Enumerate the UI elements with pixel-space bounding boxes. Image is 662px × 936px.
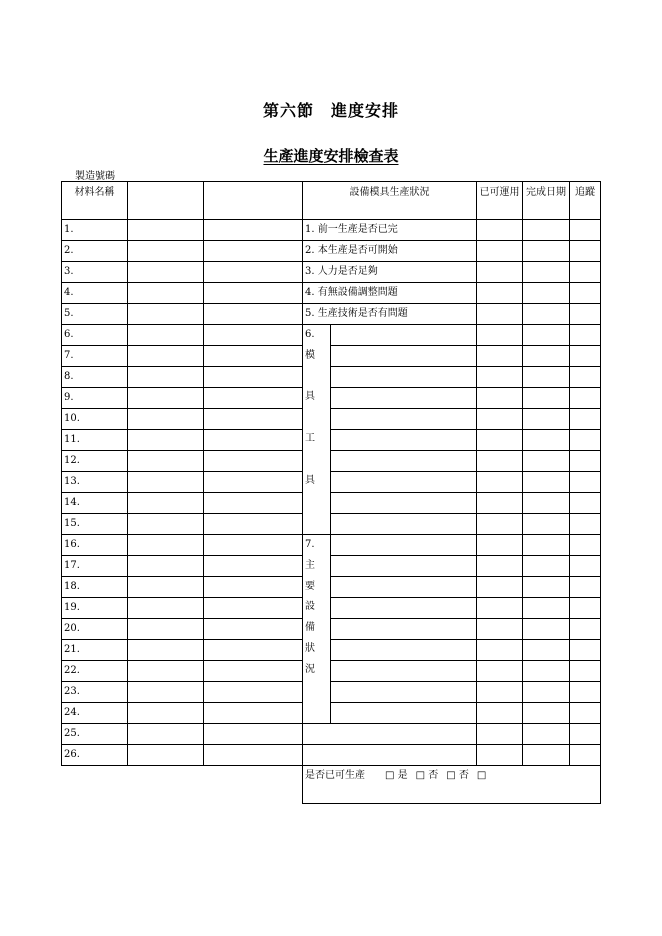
main-equipment-label [303,535,331,724]
material-cell[interactable] [128,577,204,598]
material-cell[interactable] [128,640,204,661]
material-cell[interactable] [204,640,303,661]
done-date-cell[interactable] [523,220,570,241]
vertical-label-char: 況 [305,663,315,675]
tracking-cell[interactable] [570,598,601,619]
equipment-cell[interactable] [331,451,477,472]
equipment-cell[interactable] [331,598,477,619]
material-cell[interactable] [128,619,204,640]
done-date-cell[interactable] [523,682,570,703]
table-row [62,682,601,703]
row-number: 8. [62,367,128,388]
available-cell[interactable] [477,556,523,577]
material-cell[interactable] [128,535,204,556]
table-row [62,598,601,619]
material-cell[interactable] [204,409,303,430]
available-cell[interactable] [477,367,523,388]
material-cell[interactable] [204,283,303,304]
available-cell[interactable] [477,577,523,598]
table-row [62,346,601,367]
check-item: 4. 有無設備調整問題 [303,283,477,304]
tracking-cell[interactable] [570,262,601,283]
available-cell[interactable] [477,220,523,241]
tracking-cell[interactable] [570,283,601,304]
form-title: 生產進度安排檢查表 [263,147,399,165]
done-date-cell[interactable] [523,493,570,514]
row-number: 7. [62,346,128,367]
equipment-cell[interactable] [331,661,477,682]
material-cell[interactable] [128,304,204,325]
equipment-cell[interactable] [331,430,477,451]
material-name-header: 材料名稱 [62,182,128,220]
available-cell[interactable] [477,304,523,325]
tracking-cell[interactable] [570,346,601,367]
mold-tool-label [303,325,331,535]
table-row [62,409,601,430]
material-cell[interactable] [128,703,204,724]
material-cell[interactable] [204,514,303,535]
done-date-cell[interactable] [523,619,570,640]
blank-header [128,182,204,220]
material-cell[interactable] [128,346,204,367]
tracking-cell[interactable] [570,514,601,535]
vertical-label-char: 具 [305,474,315,486]
material-cell[interactable] [128,409,204,430]
tracking-cell[interactable] [570,619,601,640]
equipment-cell[interactable] [331,577,477,598]
row-number: 24. [62,703,128,724]
available-cell[interactable] [477,451,523,472]
header-row [62,182,601,220]
vertical-label-char: 主 [305,559,315,571]
material-cell[interactable] [128,472,204,493]
available-header: 已可運用 [477,182,523,220]
check-item: 2. 本生產是否可開始 [303,241,477,262]
material-cell[interactable] [204,535,303,556]
available-cell[interactable] [477,598,523,619]
row-number: 19. [62,598,128,619]
tracking-cell[interactable] [570,640,601,661]
available-cell[interactable] [477,430,523,451]
done-date-cell[interactable] [523,556,570,577]
row-number: 10. [62,409,128,430]
table-row [62,262,601,283]
done-date-cell[interactable] [523,577,570,598]
material-cell[interactable] [204,262,303,283]
vertical-label-char: 狀 [305,642,315,654]
tracking-cell[interactable] [570,724,601,745]
equipment-cell[interactable] [331,640,477,661]
row-number: 4. [62,283,128,304]
table-row [62,472,601,493]
done-date-cell[interactable] [523,304,570,325]
material-cell[interactable] [128,220,204,241]
equipment-cell[interactable] [303,745,477,766]
tracking-cell[interactable] [570,430,601,451]
material-cell[interactable] [204,325,303,346]
table-row [62,661,601,682]
tracking-cell[interactable] [570,451,601,472]
available-cell[interactable] [477,703,523,724]
available-cell[interactable] [477,682,523,703]
done-date-cell[interactable] [523,241,570,262]
row-number: 15. [62,514,128,535]
material-cell[interactable] [204,241,303,262]
equipment-cell[interactable] [331,325,477,346]
material-cell[interactable] [204,703,303,724]
material-cell[interactable] [204,724,303,745]
available-cell[interactable] [477,619,523,640]
table-row [62,283,601,304]
material-cell[interactable] [128,262,204,283]
table-row [62,577,601,598]
equipment-cell[interactable] [331,346,477,367]
tracking-cell[interactable] [570,220,601,241]
production-ready-cell [303,766,601,804]
row-number: 5. [62,304,128,325]
material-cell[interactable] [204,745,303,766]
table-row [62,703,601,724]
available-cell[interactable] [477,640,523,661]
table-row [62,556,601,577]
table-row [62,493,601,514]
tracking-cell[interactable] [570,241,601,262]
material-cell[interactable] [128,745,204,766]
equipment-cell[interactable] [331,556,477,577]
tracking-cell[interactable] [570,493,601,514]
row-number: 6. [62,325,128,346]
material-cell[interactable] [128,325,204,346]
material-cell[interactable] [128,493,204,514]
tracking-cell[interactable] [570,535,601,556]
equipment-cell[interactable] [331,472,477,493]
no-checkbox[interactable]: □ 否 [415,770,439,781]
equipment-cell[interactable] [331,514,477,535]
row-number: 18. [62,577,128,598]
equipment-cell[interactable] [331,388,477,409]
done-date-cell[interactable] [523,262,570,283]
table-row [62,535,601,556]
material-cell[interactable] [204,682,303,703]
tracking-cell[interactable] [570,472,601,493]
empty-space [62,766,303,804]
table-row [62,325,601,346]
available-cell[interactable] [477,745,523,766]
vertical-label-char: 設 [305,601,315,613]
equipment-cell[interactable] [331,703,477,724]
equipment-status-header: 設備模具生產狀況 [303,182,477,220]
row-number: 23. [62,682,128,703]
row-number: 20. [62,619,128,640]
table-row [62,367,601,388]
schedule-check-table [61,181,601,804]
table-row [62,514,601,535]
table-row [62,745,601,766]
material-cell[interactable] [204,220,303,241]
material-cell[interactable] [128,556,204,577]
available-cell[interactable] [477,472,523,493]
material-cell[interactable] [128,430,204,451]
row-number: 14. [62,493,128,514]
done-date-cell[interactable] [523,346,570,367]
row-number: 26. [62,745,128,766]
table-row [62,220,601,241]
tracking-cell[interactable] [570,409,601,430]
production-ready-row [62,766,601,804]
available-cell[interactable] [477,661,523,682]
done-date-cell[interactable] [523,283,570,304]
manufacturing-number-label: 製造號碼 [75,171,115,182]
material-cell[interactable] [128,682,204,703]
equipment-cell[interactable] [331,619,477,640]
yes-checkbox[interactable]: □ 是 [385,770,408,781]
vertical-label-char: 工 [305,432,315,444]
done-date-cell[interactable] [523,598,570,619]
material-cell[interactable] [128,241,204,262]
vertical-label-char: 6. [305,329,315,340]
tracking-cell[interactable] [570,577,601,598]
equipment-cell[interactable] [331,535,477,556]
done-date-cell[interactable] [523,367,570,388]
available-cell[interactable] [477,325,523,346]
production-ready-label: 是否已可生產 [305,770,365,781]
material-cell[interactable] [204,493,303,514]
vertical-label-char: 7. [305,539,315,550]
vertical-label-char: 要 [305,580,315,592]
material-cell[interactable] [128,451,204,472]
material-cell[interactable] [128,388,204,409]
tracking-cell[interactable] [570,745,601,766]
done-date-cell[interactable] [523,472,570,493]
tracking-cell[interactable] [570,325,601,346]
done-date-cell[interactable] [523,661,570,682]
done-date-cell[interactable] [523,535,570,556]
row-number: 12. [62,451,128,472]
no-checkbox[interactable]: □ 否 [446,770,469,781]
material-cell[interactable] [204,367,303,388]
equipment-cell[interactable] [331,493,477,514]
material-cell[interactable] [204,451,303,472]
done-date-header: 完成日期 [523,182,570,220]
tracking-cell[interactable] [570,556,601,577]
vertical-label-char [305,367,328,388]
table-row [62,640,601,661]
done-date-cell[interactable] [523,409,570,430]
material-cell[interactable] [204,304,303,325]
table-row [62,241,601,262]
tracking-cell[interactable] [570,703,601,724]
material-cell[interactable] [128,283,204,304]
table-row [62,724,601,745]
material-cell[interactable] [204,556,303,577]
available-cell[interactable] [477,262,523,283]
section-title: 第六節 進度安排 [262,101,399,120]
check-item: 3. 人力是否足夠 [303,262,477,283]
table-row [62,619,601,640]
row-number: 25. [62,724,128,745]
table-row [62,430,601,451]
row-number: 2. [62,241,128,262]
row-number: 21. [62,640,128,661]
done-date-cell[interactable] [523,640,570,661]
row-number: 3. [62,262,128,283]
vertical-label-char: 備 [305,622,315,634]
tracking-header: 追蹤 [570,182,601,220]
tracking-cell[interactable] [570,388,601,409]
material-cell[interactable] [204,346,303,367]
vertical-label-char: 模 [305,349,315,361]
table-row [62,304,601,325]
equipment-cell[interactable] [331,409,477,430]
blank-header [204,182,303,220]
row-number: 16. [62,535,128,556]
available-cell[interactable] [477,409,523,430]
check-item: 1. 前一生產是否已完 [303,220,477,241]
equipment-cell[interactable] [331,682,477,703]
done-date-cell[interactable] [523,451,570,472]
available-cell[interactable] [477,493,523,514]
done-date-cell[interactable] [523,388,570,409]
tracking-cell[interactable] [570,367,601,388]
material-cell[interactable] [128,724,204,745]
done-date-cell[interactable] [523,325,570,346]
material-cell[interactable] [204,619,303,640]
material-cell[interactable] [128,367,204,388]
equipment-cell[interactable] [303,724,477,745]
vertical-label-char: 具 [305,391,315,403]
material-cell[interactable] [204,472,303,493]
tracking-cell[interactable] [570,661,601,682]
material-cell[interactable] [204,388,303,409]
done-date-cell[interactable] [523,430,570,451]
material-cell[interactable] [204,661,303,682]
material-cell[interactable] [128,598,204,619]
end-checkbox[interactable]: □ [476,770,487,781]
tracking-cell[interactable] [570,304,601,325]
available-cell[interactable] [477,514,523,535]
available-cell[interactable] [477,724,523,745]
row-number: 1. [62,220,128,241]
vertical-label-char [305,450,328,471]
available-cell[interactable] [477,283,523,304]
row-number: 17. [62,556,128,577]
row-number: 11. [62,430,128,451]
material-cell[interactable] [128,514,204,535]
done-date-cell[interactable] [523,745,570,766]
tracking-cell[interactable] [570,682,601,703]
row-number: 13. [62,472,128,493]
available-cell[interactable] [477,241,523,262]
available-cell[interactable] [477,346,523,367]
row-number: 9. [62,388,128,409]
row-number: 22. [62,661,128,682]
table-row [62,388,601,409]
table-row [62,451,601,472]
material-cell[interactable] [204,577,303,598]
available-cell[interactable] [477,535,523,556]
material-cell[interactable] [204,598,303,619]
available-cell[interactable] [477,388,523,409]
done-date-cell[interactable] [523,724,570,745]
check-item: 5. 生產技術是否有問題 [303,304,477,325]
done-date-cell[interactable] [523,703,570,724]
equipment-cell[interactable] [331,367,477,388]
vertical-label-char [305,408,328,429]
done-date-cell[interactable] [523,514,570,535]
material-cell[interactable] [204,430,303,451]
material-cell[interactable] [128,661,204,682]
